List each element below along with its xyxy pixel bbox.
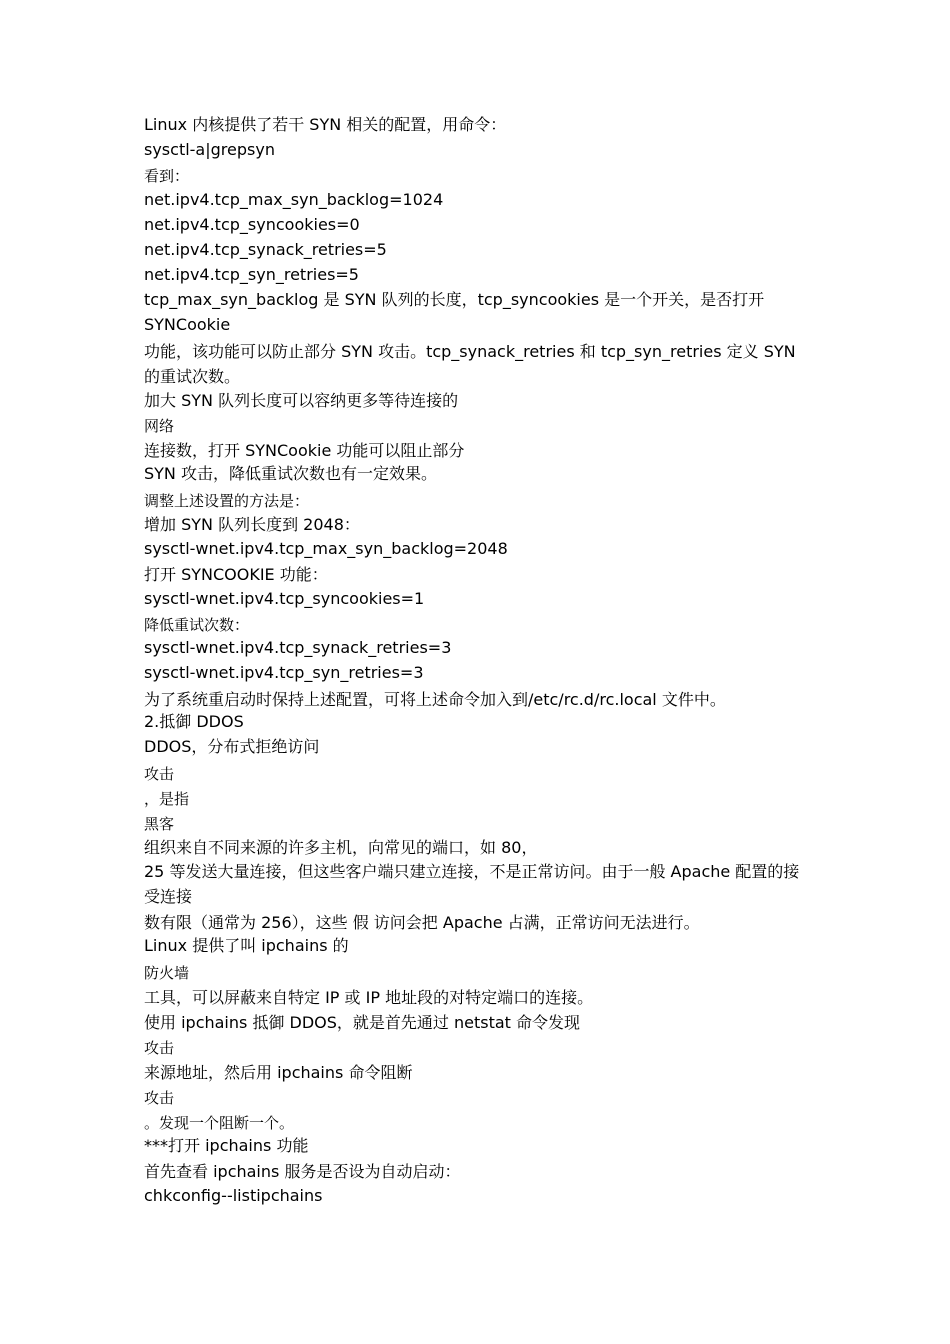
paragraph: tcp_max_syn_backlog 是 SYN 队列的长度，tcp_syncookies 是一个开关，是否打开 SYNCookie <box>144 290 765 334</box>
command-line: sysctl-a|grepsyn <box>144 140 275 159</box>
text-line: 调整上述设置的方法是： <box>144 492 310 510</box>
config-line: net.ipv4.tcp_synack_retries=5 <box>144 240 387 259</box>
config-line: net.ipv4.tcp_max_syn_backlog=1024 <box>144 190 444 209</box>
section-heading: 2.抵御 DDOS <box>144 712 244 731</box>
text-line: 看到： <box>144 167 190 185</box>
paragraph: 25 等发送大量连接，但这些客户端只建立连接，不是正常访问。由于一般 Apache 配置的接受连接 <box>144 862 800 906</box>
text-line: 加大 SYN 队列长度可以容纳更多等待连接的 <box>144 391 459 410</box>
text-line: 攻击 <box>144 1089 175 1107</box>
text-line: 网络 <box>144 417 175 435</box>
text-line: 为了系统重启动时保持上述配置，可将上述命令加入到/etc/rc.d/rc.local 文件中。 <box>144 690 726 709</box>
text-line: 增加 SYN 队列长度到 2048： <box>144 515 360 534</box>
text-line: DDOS，分布式拒绝访问 <box>144 737 320 756</box>
text-line: 使用 ipchains 抵御 DDOS，就是首先通过 netstat 命令发现 <box>144 1013 581 1032</box>
text-line: 。发现一个阻断一个。 <box>144 1114 295 1132</box>
config-line: net.ipv4.tcp_syncookies=0 <box>144 215 360 234</box>
text-line: 工具，可以屏蔽来自特定 IP 或 IP 地址段的对特定端口的连接。 <box>144 988 594 1007</box>
command-line: sysctl-wnet.ipv4.tcp_syn_retries=3 <box>144 663 424 682</box>
text-line: Linux 提供了叫 ipchains 的 <box>144 936 349 955</box>
text-line: 数有限（通常为 256），这些 假 访问会把 Apache 占满，正常访问无法进行。 <box>144 913 700 932</box>
text-line: Linux 内核提供了若干 SYN 相关的配置，用命令： <box>144 115 507 134</box>
text-line: 来源地址，然后用 ipchains 命令阻断 <box>144 1063 413 1082</box>
text-line: 组织来自不同来源的许多主机，向常见的端口，如 80， <box>144 838 538 857</box>
text-line: 降低重试次数： <box>144 616 250 634</box>
command-line: sysctl-wnet.ipv4.tcp_synack_retries=3 <box>144 638 452 657</box>
text-line: 打开 SYNCOOKIE 功能： <box>144 565 328 584</box>
text-line: 连接数，打开 SYNCookie 功能可以阻止部分 <box>144 441 465 460</box>
text-line: 攻击 <box>144 1039 175 1057</box>
paragraph: 功能，该功能可以防止部分 SYN 攻击。tcp_synack_retries 和 tcp_syn_retries 定义 SYN 的重试次数。 <box>144 342 796 386</box>
text-line: ，是指 <box>144 790 190 808</box>
command-line: sysctl-wnet.ipv4.tcp_max_syn_backlog=2048 <box>144 539 508 558</box>
text-line: 攻击 <box>144 765 175 783</box>
command-line: sysctl-wnet.ipv4.tcp_syncookies=1 <box>144 589 425 608</box>
section-heading: ***打开 ipchains 功能 <box>144 1136 309 1155</box>
config-line: net.ipv4.tcp_syn_retries=5 <box>144 265 359 284</box>
text-line: 首先查看 ipchains 服务是否设为自动启动： <box>144 1162 461 1181</box>
text-line: SYN 攻击，降低重试次数也有一定效果。 <box>144 464 437 483</box>
command-line: chkconfig--listipchains <box>144 1186 323 1205</box>
text-line: 防火墙 <box>144 964 190 982</box>
text-line: 黑客 <box>144 815 175 833</box>
